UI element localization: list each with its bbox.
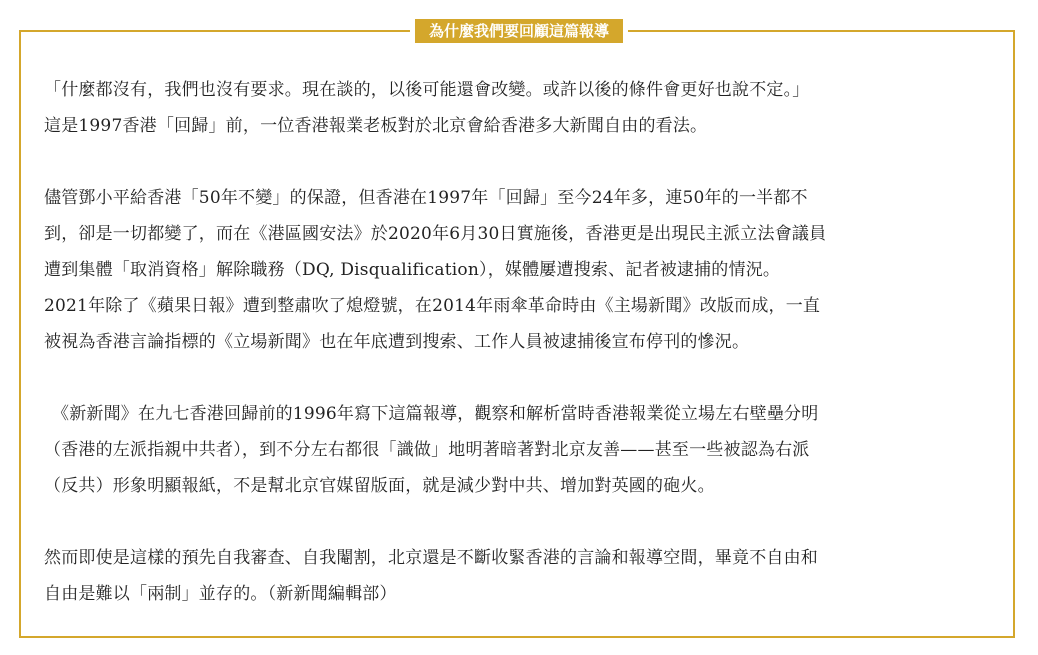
section-tag: 為什麼我們要回顧這篇報導 bbox=[415, 19, 623, 43]
paragraph-context bbox=[44, 180, 988, 360]
article-body bbox=[44, 72, 988, 648]
text-line: 「什麼都沒有，我們也沒有要求。現在談的，以後可能還會改變。或許以後的條件會更好也說不定。」 bbox=[44, 80, 810, 100]
text-line: 到，卻是一切都變了，而在《港區國安法》於2020年6月30日實施後，香港更是出現民主派立法會議員 bbox=[44, 224, 827, 244]
text-line: （反共）形象明顯報紙，不是幫北京官媒留版面，就是減少對中共、增加對英國的砲火。 bbox=[44, 476, 715, 496]
text-line: 2021年除了《蘋果日報》遭到整肅吹了熄燈號，在2014年雨傘革命時由《主場新聞》改版而成，一直 bbox=[44, 296, 821, 316]
text-line: 自由是難以「兩制」並存的。（新新聞編輯部） bbox=[44, 584, 397, 604]
paragraph-quote bbox=[44, 72, 988, 144]
text-line: 遭到集體「取消資格」解除職務（DQ, Disqualification），媒體屢遭搜索、記者被逮捕的情況。 bbox=[44, 260, 781, 280]
text-line: 《新新聞》在九七香港回歸前的1996年寫下這篇報導，觀察和解析當時香港報業從立場左右壁壘分明 bbox=[52, 404, 819, 424]
text-line: 被視為香港言論指標的《立場新聞》也在年底遭到搜索、工作人員被逮捕後宣布停刊的慘況。 bbox=[44, 332, 750, 352]
text-line: 儘管鄧小平給香港「50年不變」的保證，但香港在1997年「回歸」至今24年多，連50年的一半都不 bbox=[44, 188, 808, 208]
text-line: 這是1997香港「回歸」前，一位香港報業老板對於北京會給香港多大新聞自由的看法。 bbox=[44, 116, 708, 136]
paragraph-report bbox=[44, 396, 988, 504]
paragraph-conclusion bbox=[44, 540, 988, 612]
text-line: 然而即使是這樣的預先自我審查、自我閹割，北京還是不斷收緊香港的言論和報導空間，畢竟不自由和 bbox=[44, 548, 818, 568]
text-line: （香港的左派指親中共者），到不分左右都很「識做」地明著暗著對北京友善——甚至一些被認為右派 bbox=[44, 440, 810, 460]
